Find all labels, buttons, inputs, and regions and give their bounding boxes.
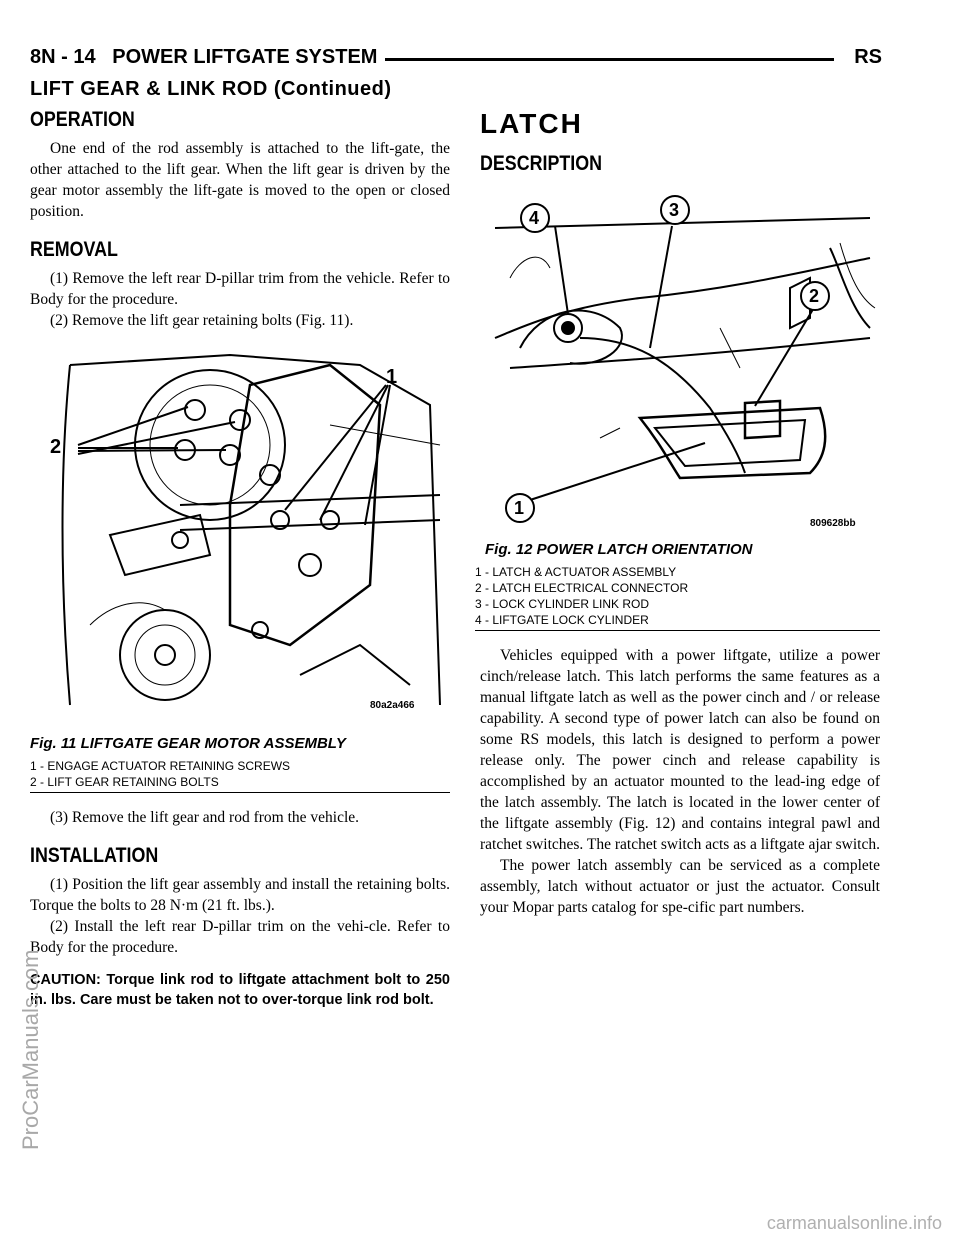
fig12-title: Fig. 12 POWER LATCH ORIENTATION bbox=[485, 541, 753, 558]
installation-heading: INSTALLATION bbox=[30, 844, 159, 867]
fig12-legend-item: 2 - LATCH ELECTRICAL CONNECTOR bbox=[475, 581, 689, 595]
installation-step-2: (2) Install the left rear D-pillar trim on the vehi-cle. Refer to Body for the procedure. bbox=[30, 918, 450, 956]
latch-heading: LATCH bbox=[480, 108, 583, 139]
header-left bbox=[30, 46, 377, 69]
latch-description-para-2: The power latch assembly can be serviced as a complete assembly, latch without actuator or just the actuator. Consult your Mopar parts catalog for spe-cific part numbers. bbox=[480, 857, 880, 916]
description-heading: DESCRIPTION bbox=[480, 152, 602, 175]
latch-description-para-1: Vehicles equipped with a power liftgate, utilize a power cinch/release latch. This latch performs the same features as a manual liftgate latch as well as the power cinch and / or release capability. A second type of power latch can also be found on some RS models, this latch is designed to perform a power release only. The power cinch and release capability is accomplished by an actuator mounted to the lead-ing edge of the latch assembly. The latch is located in the lower center of the liftgate assembly (Fig. 12) and contains integral pawl and ratchet switches. The ratchet switch acts as a liftgate ajar switch. bbox=[480, 647, 880, 853]
power-latch-illustration bbox=[480, 188, 880, 533]
removal-heading: REMOVAL bbox=[30, 238, 118, 261]
figure-11 bbox=[30, 345, 450, 713]
right-column bbox=[475, 108, 880, 918]
section-number: 8N - 14 bbox=[30, 46, 96, 68]
installation-step-1: (1) Position the lift gear assembly and install the retaining bolts. Torque the bolts to 28 N·m (21 ft. lbs.). bbox=[30, 876, 450, 914]
continued-title: LIFT GEAR & LINK ROD (Continued) bbox=[30, 78, 392, 100]
liftgate-gear-motor-illustration bbox=[30, 345, 450, 713]
fig12-code: 809628bb bbox=[810, 518, 856, 529]
fig12-legend-item: 4 - LIFTGATE LOCK CYLINDER bbox=[475, 613, 649, 627]
model-code: RS bbox=[854, 46, 882, 68]
fig11-callout-2: 2 bbox=[50, 436, 62, 458]
operation-text: One end of the rod assembly is attached to the lift-gate, the other attached to the lift gear. When the lift gear is driven by the gear motor assembly the lift-gate is moved to the open or closed position. bbox=[30, 140, 450, 220]
fig12-legend-item: 3 - LOCK CYLINDER LINK ROD bbox=[475, 597, 650, 611]
figure-12 bbox=[480, 188, 880, 533]
page-header bbox=[30, 46, 882, 74]
fig12-rule bbox=[475, 630, 880, 631]
left-column bbox=[30, 108, 450, 1010]
fig11-legend bbox=[30, 758, 450, 790]
footer-watermark: carmanualsonline.info bbox=[766, 1213, 942, 1233]
removal-step-3: (3) Remove the lift gear and rod from the vehicle. bbox=[50, 809, 360, 826]
fig11-callout-1: 1 bbox=[386, 366, 398, 388]
caution-note: CAUTION: Torque link rod to liftgate attachment bolt to 250 in. lbs. Care must be taken not to over-torque link rod bolt. bbox=[30, 972, 450, 1008]
fig12-callout-2: 2 bbox=[809, 286, 820, 306]
removal-step-1: (1) Remove the left rear D-pillar trim from the vehicle. Refer to Body for the procedure. bbox=[30, 270, 450, 308]
fig12-callout-1: 1 bbox=[514, 498, 525, 518]
header-rule bbox=[385, 58, 834, 61]
fig11-rule bbox=[30, 792, 450, 793]
fig12-callout-4: 4 bbox=[529, 208, 540, 228]
fig12-callout-3: 3 bbox=[669, 200, 680, 220]
fig11-title: Fig. 11 LIFTGATE GEAR MOTOR ASSEMBLY bbox=[30, 735, 346, 752]
fig11-legend-item: 1 - ENGAGE ACTUATOR RETAINING SCREWS bbox=[30, 759, 291, 773]
fig11-legend-item: 2 - LIFT GEAR RETAINING BOLTS bbox=[30, 775, 219, 789]
operation-heading: OPERATION bbox=[30, 108, 135, 131]
removal-step-2: (2) Remove the lift gear retaining bolts (Fig. 11). bbox=[50, 312, 354, 329]
system-name: POWER LIFTGATE SYSTEM bbox=[112, 46, 378, 68]
fig11-code: 80a2a466 bbox=[370, 700, 415, 711]
side-watermark: ProCarManuals.com bbox=[18, 949, 43, 1150]
fig12-legend bbox=[475, 564, 880, 628]
fig12-legend-item: 1 - LATCH & ACTUATOR ASSEMBLY bbox=[475, 565, 677, 579]
